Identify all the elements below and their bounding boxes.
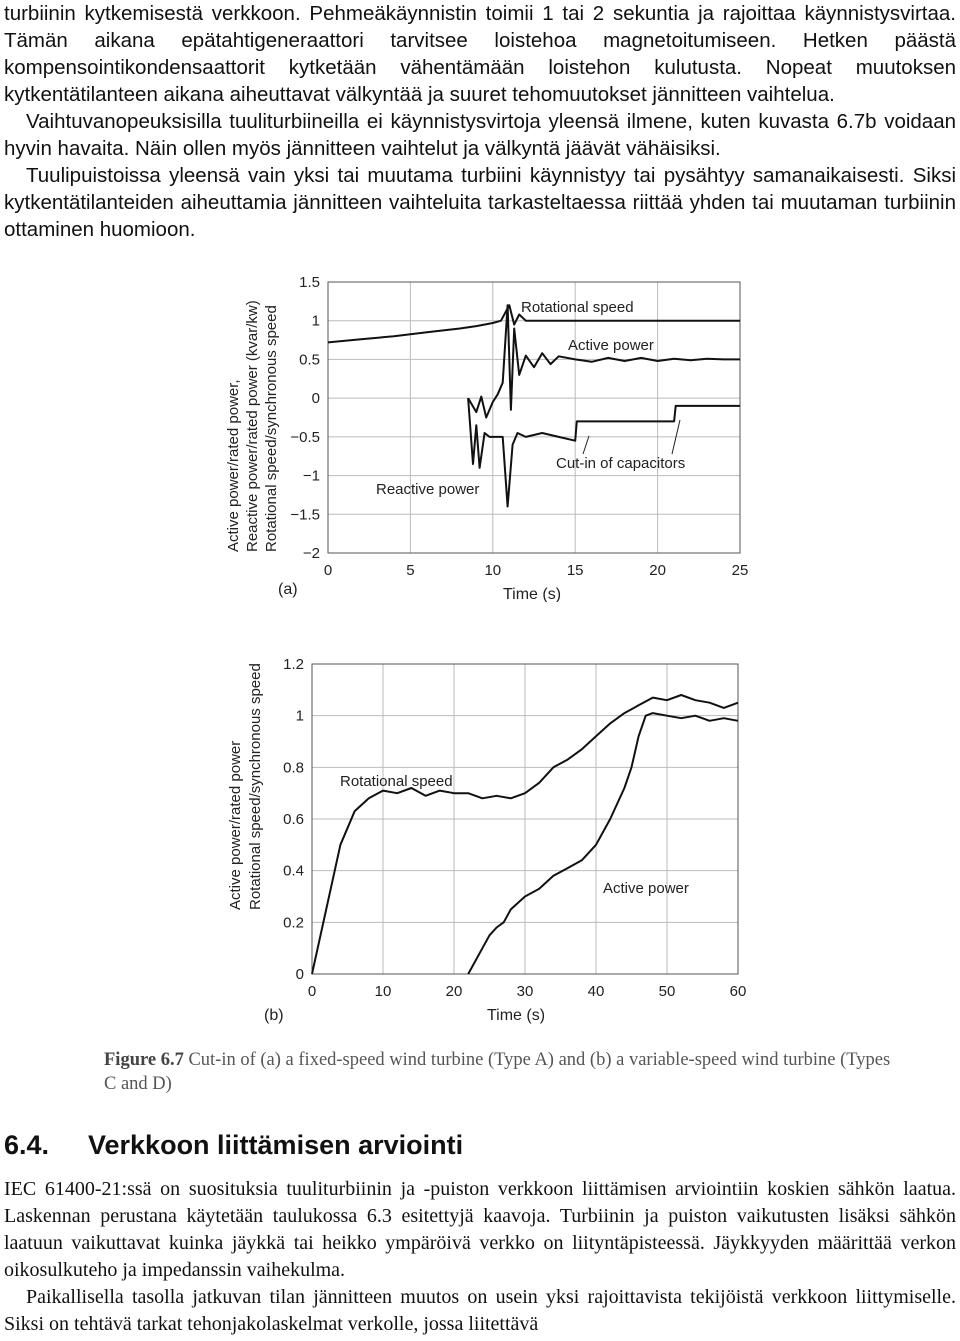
- figure-caption-label: Figure: [104, 1050, 157, 1070]
- figure-a-annotation-rotational-speed: Rotational speed: [521, 299, 634, 316]
- section-heading: [4, 1130, 463, 1161]
- figure-b-x-tick-label: 20: [445, 983, 463, 1000]
- figure-b-ylabel: [227, 663, 264, 910]
- figure-b-y-tick-label: 0.4: [283, 862, 304, 880]
- figure-a-y-tick-label: −0.5: [290, 428, 320, 446]
- paragraph-iec-standard: IEC 61400-21:ssä on suosituksia tuuliturbiinin ja -puiston verkkoon liittämisen arviointiin koskien sähkön laatua. Laskennan perustana käytetään taulukossa 6.3 esitettyjä kaavoja. Turbiinin ja puiston vaikutusten lisäksi sähkön laatuun vaikuttavat kuinka jäykkä tai heikko ympäröivä verkko on liityntäpisteessä. Jäykkyyden määrittää verkon oikosulkuteho ja impedanssin vaihekulma.: [4, 1178, 956, 1281]
- section-title: Verkkoon liittämisen arviointi: [88, 1130, 464, 1160]
- figure-caption-number: 6.7: [160, 1050, 184, 1070]
- figure-a-y-tick-label: −1.5: [290, 506, 320, 524]
- figure-caption-text: Cut-in of (a) a fixed-speed wind turbine (Type A) and (b) a variable-speed wind turbine (Types C and D): [104, 1050, 891, 1094]
- figure-b-x-tick-label: 60: [729, 983, 747, 1000]
- figure-a-annotation-reactive-power: Reactive power: [376, 481, 480, 498]
- figure-b-series-active-power: [468, 713, 738, 974]
- section-number: 6.4.: [4, 1130, 50, 1160]
- figure-b-x-tick-label: 0: [307, 983, 317, 1000]
- figure-b-x-tick-label: 10: [374, 983, 392, 1000]
- figure-a-panel-label: (a): [278, 581, 298, 598]
- figure-a-ylabel-line-1: Active power/rated power,: [225, 379, 242, 552]
- figure-a-y-tick-label: 0: [311, 390, 320, 408]
- figure-a-xlabel: Time (s): [502, 586, 562, 602]
- figure-a-x-tick-label: 10: [484, 562, 502, 579]
- figure-a-y-tick-label: 0.5: [299, 351, 320, 369]
- figure-a-ylabel: [225, 300, 280, 552]
- figure-a-x-tick-label: 25: [731, 562, 749, 579]
- figure-b-annotation-active-power: Active power: [603, 880, 689, 897]
- figure-b-y-tick-label: 1.2: [283, 656, 304, 673]
- figure-a-capacitor-arrow-1: [583, 436, 589, 454]
- figure-a-x-tick-label: 5: [406, 562, 415, 579]
- figure-a-x-tick-label: 15: [566, 562, 584, 579]
- figure-a-x-tick-label: 20: [649, 562, 666, 579]
- figure-b-panel-label: (b): [264, 1007, 284, 1024]
- figure-b-x-tick-label: 50: [658, 983, 676, 1000]
- figure-b-y-tick-label: 0.8: [283, 759, 304, 777]
- paragraph-local-level: Paikallisella tasolla jatkuvan tilan jännitteen muutos on usein yksi rajoittavista tekijöistä verkkoon liittymiselle. Siksi on tehtävä tarkat tehonjakolaskelmat verkolle, jossa liitettävä: [4, 1286, 956, 1335]
- figure-a-series-active-power: [468, 305, 740, 417]
- figure-b-y-tick-label: 1: [295, 707, 304, 725]
- figure-a-ylabel-line-3: Rotational speed/synchronous speed: [263, 305, 280, 552]
- figure-a-y-tick-label: 1: [311, 312, 320, 330]
- paragraph-wind-parks: Tuulipuistoissa yleensä vain yksi tai muutama turbiini käynnistyy tai pysähtyy samanaikaisesti. Siksi kytkentätilanteiden aiheuttamia jännitteen vaihteluita tarkasteltaessa riittää yhden tai muutaman turbiinin ottaminen huomioon.: [4, 164, 956, 241]
- figure-b-y-tick-label: 0.6: [283, 811, 304, 828]
- paragraph-variable-speed: Vaihtuvanopeuksisilla tuuliturbiineilla ei käynnistysvirtoja yleensä ilmene, kuten kuvasta 6.7b voidaan hyvin havaita. Näin ollen myös jännitteen vaihtelut ja välkyntä jäävät vähäisiksi.: [4, 110, 956, 160]
- figure-a-x-tick-label: 0: [323, 562, 333, 579]
- figure-a-annotation-capacitors: Cut-in of capacitors: [556, 455, 686, 472]
- figure-b-xlabel: Time (s): [486, 1007, 546, 1024]
- figure-b-chart: [0, 650, 960, 1030]
- figure-a-frame: [328, 282, 740, 553]
- figure-caption: [104, 1048, 894, 1096]
- figure-b-y-tick-label: 0: [295, 966, 304, 983]
- figure-b-annotation-rotational-speed: Rotational speed: [340, 773, 453, 790]
- figure-b-ylabel-line-1: Active power/rated power: [227, 740, 244, 910]
- figure-b-x-tick-label: 30: [516, 983, 534, 1000]
- figure-a-series-reactive-power: [468, 398, 740, 506]
- figure-a-ylabel-line-2: Reactive power/rated power (kvar/kw): [244, 300, 261, 552]
- figure-a-annotation-active-power: Active power: [568, 337, 654, 354]
- figure-a-y-tick-label: −2: [302, 545, 320, 562]
- figure-b-ylabel-line-2: Rotational speed/synchronous speed: [247, 663, 264, 910]
- figure-b-y-tick-label: 0.2: [283, 914, 304, 932]
- figure-a-y-tick-label: 1.5: [299, 274, 320, 291]
- figure-a-chart: [0, 262, 960, 602]
- paragraph-softstarter: turbiinin kytkemisestä verkkoon. Pehmeäkäynnistin toimii 1 tai 2 sekuntia ja rajoittaa käynnistysvirtaa. Tämän aikana epätahtigeneraattori tarvitsee loistehoa magnetoitumiseen. Hetken päästä kompensointikondensaattorit kytketään vähentämään loistehon kulutusta. Nopeat muutoksen kytkentätilanteen aikana aiheuttavat välkyntää ja suuret tehomuutokset jännitteen vaihtelua.: [4, 2, 956, 106]
- figure-b-x-tick-label: 40: [587, 983, 605, 1000]
- figure-a-y-tick-label: −1: [302, 467, 320, 485]
